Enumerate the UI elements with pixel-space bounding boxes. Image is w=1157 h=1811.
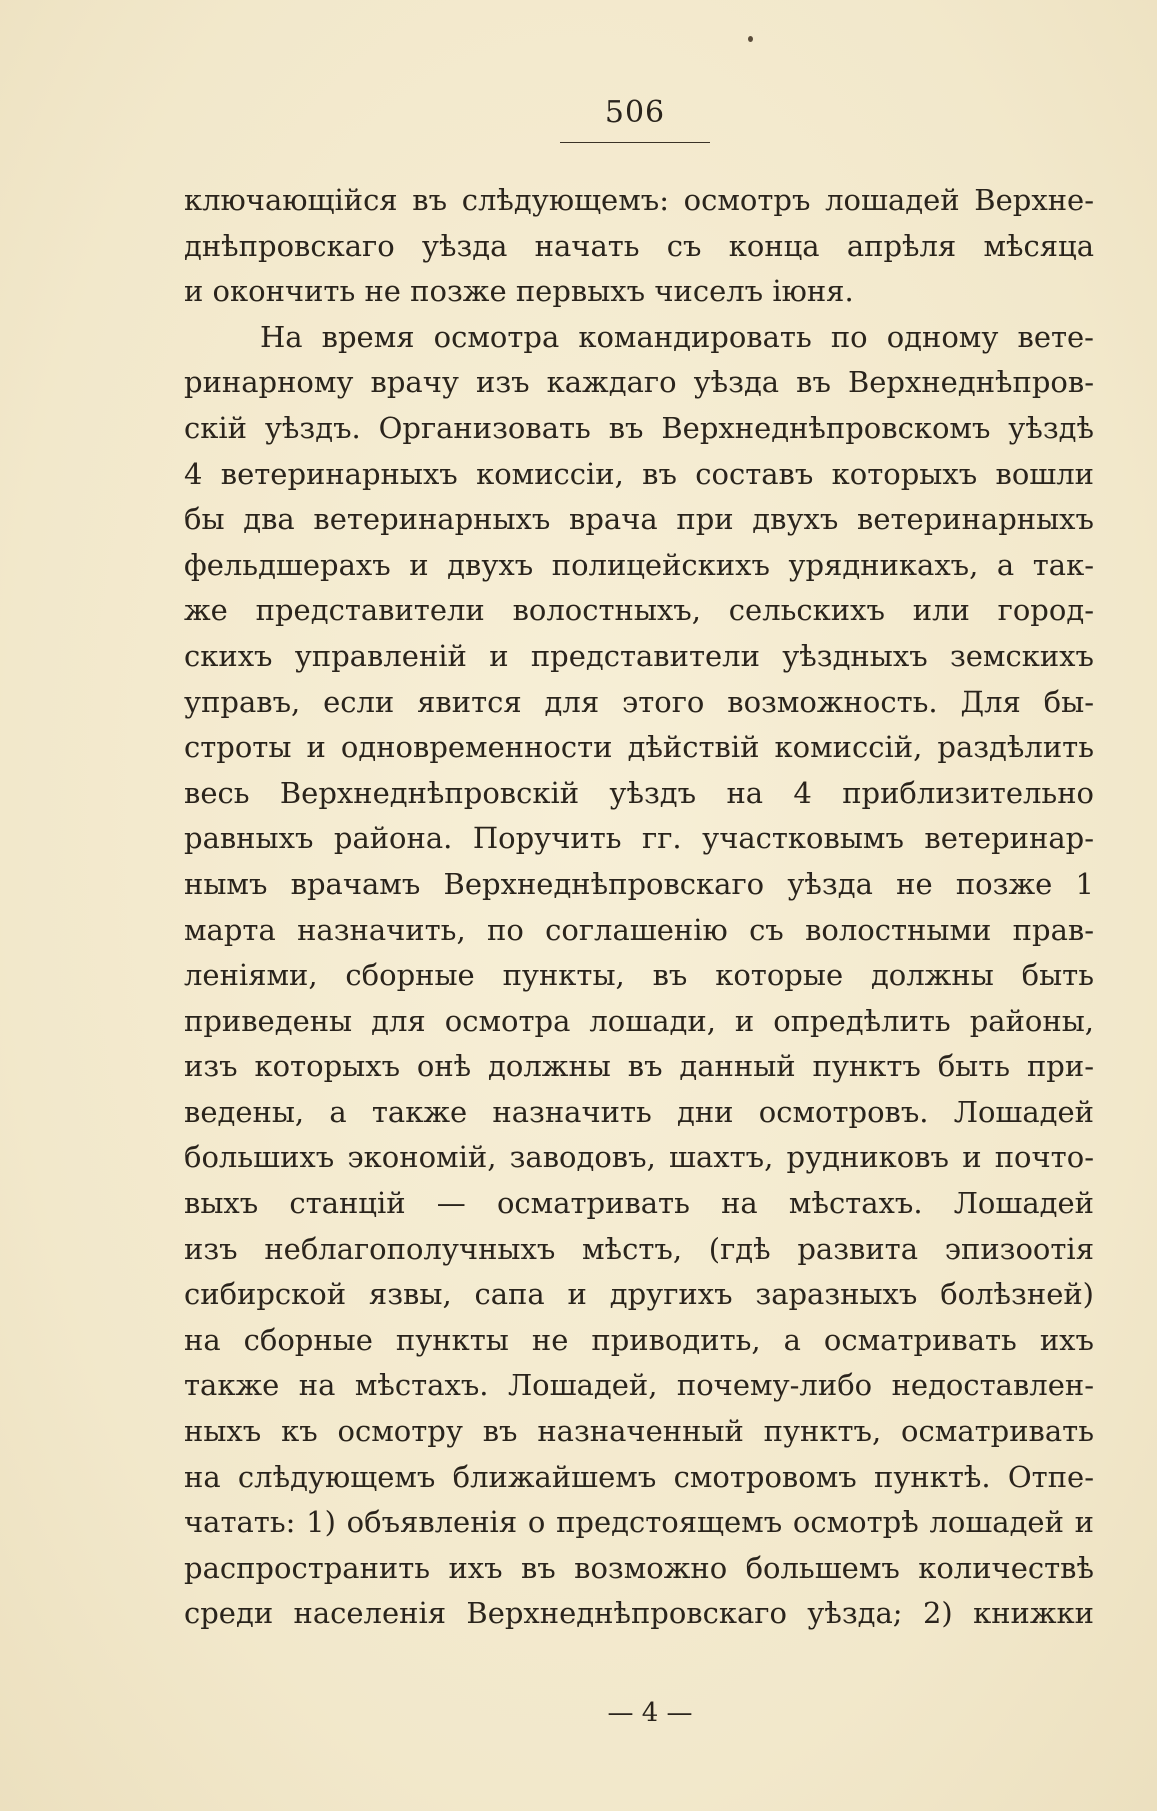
text-line: марта назначить, по соглашенію съ волостными прав- bbox=[184, 912, 1094, 947]
text-line: 4 ветеринарныхъ комиссіи, въ составъ которыхъ вошли bbox=[184, 456, 1094, 491]
text-line: строты и одновременности дѣйствій комиссій, раздѣлить bbox=[184, 730, 1094, 765]
text-line: большихъ экономій, заводовъ, шахтъ, рудниковъ и почто- bbox=[184, 1140, 1094, 1175]
text-line: ведены, а также назначить дни осмотровъ. Лошадей bbox=[184, 1094, 1094, 1129]
body-text bbox=[184, 178, 1094, 1637]
text-line: равныхъ района. Поручить гг. участковымъ ветеринар- bbox=[184, 821, 1094, 856]
text-line: на сборные пункты не приводить, а осматривать ихъ bbox=[184, 1322, 1094, 1357]
page-number-rule bbox=[560, 142, 710, 143]
text-line: управъ, если явится для этого возможность. Для бы- bbox=[184, 684, 1094, 719]
text-line: сибирской язвы, сапа и другихъ заразныхъ болѣзней) bbox=[184, 1277, 1094, 1312]
text-line: распространить ихъ въ возможно большемъ количествѣ bbox=[184, 1550, 1094, 1585]
page-number: 506 bbox=[604, 95, 666, 130]
text-line: скихъ управленій и представители уѣздныхъ земскихъ bbox=[184, 638, 1094, 673]
ink-speck bbox=[748, 36, 753, 42]
text-line: выхъ станцій — осматривать на мѣстахъ. Лошадей bbox=[184, 1186, 1094, 1221]
text-line: приведены для осмотра лошади, и опредѣлить районы, bbox=[184, 1003, 1094, 1038]
signature-mark: — 4 — bbox=[607, 1698, 693, 1728]
text-line: днѣпровскаго уѣзда начать съ конца апрѣля мѣсяца bbox=[184, 228, 1094, 263]
text-line: среди населенія Верхнеднѣпровскаго уѣзда; 2) книжки bbox=[184, 1596, 1094, 1631]
text-line: ныхъ къ осмотру въ назначенный пунктъ, осматривать bbox=[184, 1414, 1094, 1449]
text-line: бы два ветеринарныхъ врача при двухъ ветеринарныхъ bbox=[184, 502, 1094, 537]
text-line: на слѣдующемъ ближайшемъ смотровомъ пунктѣ. Отпе- bbox=[184, 1459, 1094, 1494]
text-line: леніями, сборные пункты, въ которые должны быть bbox=[184, 958, 1094, 993]
text-line: изъ неблагополучныхъ мѣстъ, (гдѣ развита эпизоотія bbox=[184, 1231, 1094, 1266]
text-line: скій уѣздъ. Организовать въ Верхнеднѣпровскомъ уѣздѣ bbox=[184, 410, 1094, 445]
text-line: На время осмотра командировать по одному вете- bbox=[260, 319, 1094, 354]
text-line: весь Верхнеднѣпровскій уѣздъ на 4 приблизительно bbox=[184, 775, 1094, 810]
text-line: же представители волостныхъ, сельскихъ или город- bbox=[184, 593, 1094, 628]
text-line: изъ которыхъ онѣ должны въ данный пунктъ быть при- bbox=[184, 1049, 1094, 1084]
text-line: фельдшерахъ и двухъ полицейскихъ урядникахъ, а так- bbox=[184, 547, 1094, 582]
text-line: ринарному врачу изъ каждаго уѣзда въ Верхнеднѣпров- bbox=[184, 365, 1094, 400]
text-line: также на мѣстахъ. Лошадей, почему-либо недоставлен- bbox=[184, 1368, 1094, 1403]
text-line: ключающійся въ слѣдующемъ: осмотръ лошадей Верхне- bbox=[184, 183, 1094, 217]
text-line: и окончить не позже первыхъ чиселъ іюня. bbox=[184, 274, 854, 309]
text-line: нымъ врачамъ Верхнеднѣпровскаго уѣзда не позже 1 bbox=[184, 866, 1094, 901]
text-line: чатать: 1) объявленія о предстоящемъ осмотрѣ лошадей и bbox=[184, 1505, 1094, 1540]
